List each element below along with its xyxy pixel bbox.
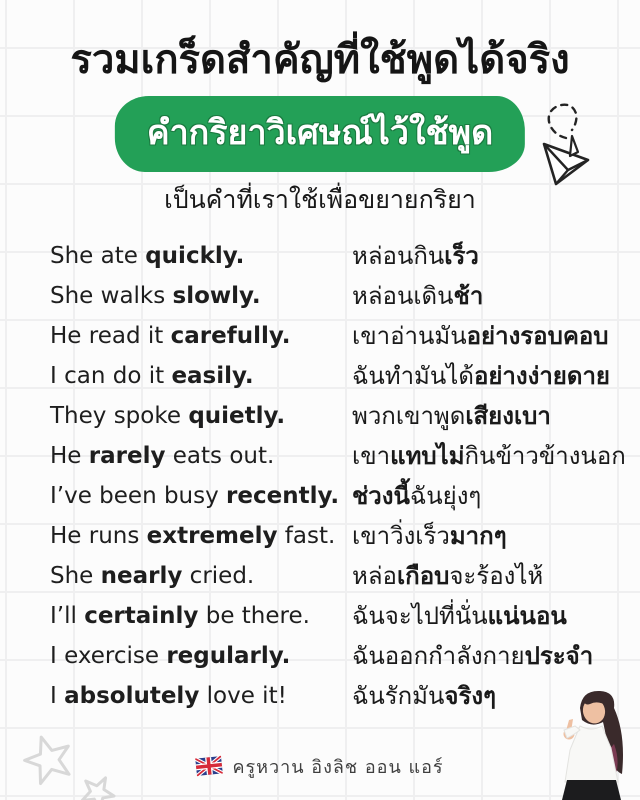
english-sentence: He rarely eats out.	[50, 443, 275, 469]
english-sentence: I absolutely love it!	[50, 683, 287, 709]
page-title: รวมเกร็ดสำคัญที่ใช้พูดได้จริง	[70, 37, 570, 83]
table-row	[50, 356, 616, 396]
english-sentence: I’ll certainly be there.	[50, 603, 310, 629]
presenter-photo	[550, 686, 640, 800]
thai-translation: ฉันออกกำลังกายประจำ	[352, 642, 594, 670]
thai-translation: เขาวิ่งเร็วมากๆ	[352, 522, 507, 550]
thai-translation: หล่อนเดินช้า	[352, 282, 484, 310]
english-sentence: They spoke quietly.	[50, 403, 286, 429]
subtitle: เป็นคำที่เราใช้เพื่อขยายกริยา	[164, 185, 476, 214]
english-sentence: He read it carefully.	[50, 323, 291, 349]
table-row	[50, 316, 616, 356]
thai-translation: เขาแทบไม่กินข้าวข้างนอก	[352, 442, 626, 470]
table-row	[50, 236, 616, 276]
english-sentence: She nearly cried.	[50, 563, 255, 589]
table-row	[50, 396, 616, 436]
thai-translation: ช่วงนี้ฉันยุ่งๆ	[352, 482, 482, 510]
table-row	[50, 516, 616, 556]
english-sentence: I’ve been busy recently.	[50, 483, 340, 509]
table-row	[50, 476, 616, 516]
thai-translation: ฉันจะไปที่นั่นแน่นอน	[352, 602, 567, 630]
star-doodles-icon	[10, 730, 130, 800]
english-sentence: She ate quickly.	[50, 243, 245, 269]
topic-badge: คำกริยาวิเศษณ์ไว้ใช้พูด	[115, 96, 525, 172]
table-row	[50, 556, 616, 596]
thai-translation: หล่อเกือบจะร้องไห้	[352, 562, 544, 590]
thai-translation: ฉันรักมันจริงๆ	[352, 682, 496, 710]
table-row	[50, 636, 616, 676]
english-sentence: I can do it easily.	[50, 363, 254, 389]
english-sentence: I exercise regularly.	[50, 643, 291, 669]
uk-flag-icon	[196, 756, 224, 777]
adverb-examples-list	[50, 236, 626, 716]
english-sentence: She walks slowly.	[50, 283, 261, 309]
thai-translation: เขาอ่านมันอย่างรอบคอบ	[352, 322, 609, 350]
english-sentence: He runs extremely fast.	[50, 523, 336, 549]
table-row	[50, 436, 626, 476]
table-row	[50, 276, 616, 316]
table-row	[50, 596, 616, 636]
thai-translation: หล่อนกินเร็ว	[352, 242, 479, 270]
footer-label: ครูหวาน อิงลิช ออน แอร์	[232, 756, 444, 778]
thai-translation: ฉันทำมันได้อย่างง่ายดาย	[352, 362, 610, 390]
thai-translation: พวกเขาพูดเสียงเบา	[352, 402, 551, 430]
table-row	[50, 676, 616, 716]
